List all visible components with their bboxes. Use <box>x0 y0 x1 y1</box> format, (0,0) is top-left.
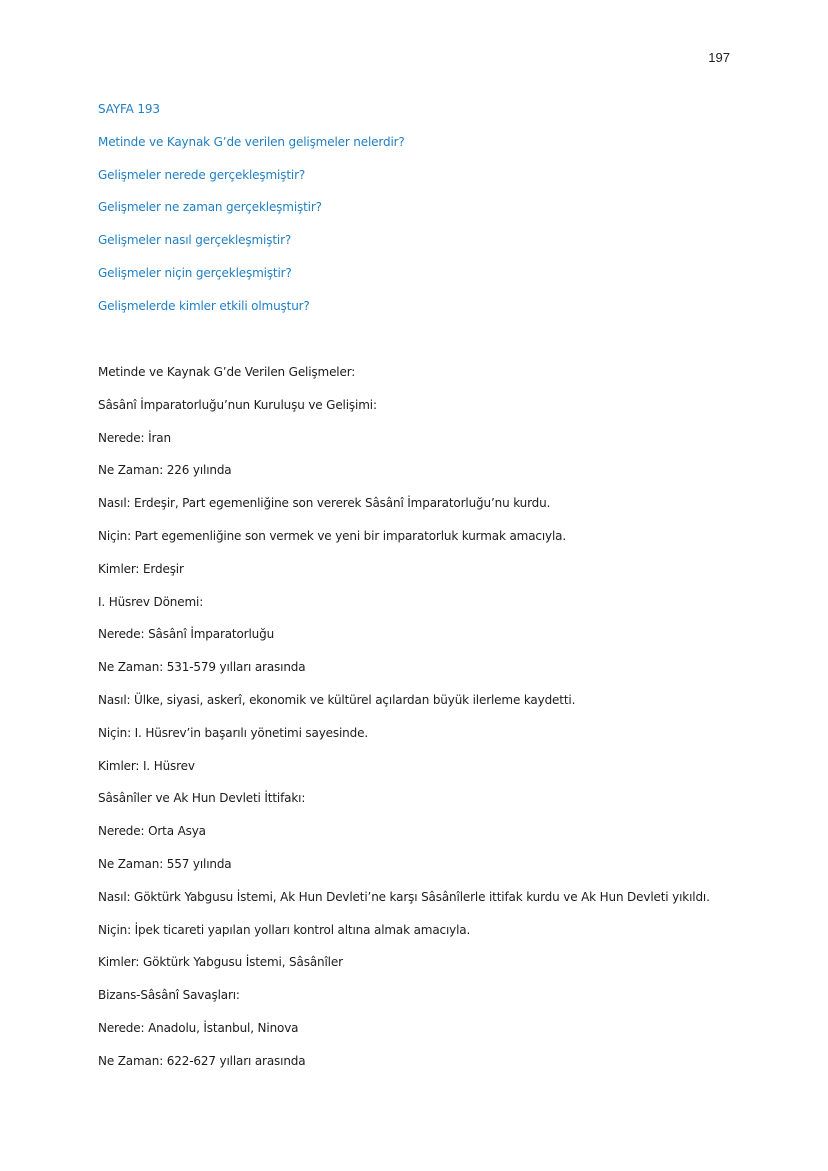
answer-line: Niçin: İpek ticareti yapılan yolları kontrol altına almak amacıyla. <box>98 922 471 937</box>
answer-line: Niçin: Part egemenliğine son vermek ve yeni bir imparatorluk kurmak amacıyla. <box>98 528 567 543</box>
section-title: Sâsânîler ve Ak Hun Devleti İttifakı: <box>98 791 306 806</box>
question-item: Gelişmeler nasıl gerçekleşmiştir? <box>98 233 292 248</box>
section-title: Bizans-Sâsânî Savaşları: <box>98 988 240 1003</box>
questions-heading: SAYFA 193 <box>98 102 160 116</box>
answer-line: Nerede: İran <box>98 430 171 445</box>
answer-line: Kimler: I. Hüsrev <box>98 758 195 773</box>
section-title: Sâsânî İmparatorluğu’nun Kuruluşu ve Gelişimi: <box>98 397 377 412</box>
questions-section <box>98 99 738 329</box>
answer-line: Nasıl: Göktürk Yabgusu İstemi, Ak Hun Devleti’ne karşı Sâsânîlerle ittifak kurdu ve Ak Hun Devleti yıkıldı. <box>98 889 710 904</box>
question-item: Gelişmeler nerede gerçekleşmiştir? <box>98 167 306 182</box>
answer-line: Nerede: Orta Asya <box>98 824 206 839</box>
answer-line: Kimler: Erdeşir <box>98 561 184 576</box>
answer-line: Ne Zaman: 531-579 yılları arasında <box>98 660 306 675</box>
answer-line: Nasıl: Ülke, siyasi, askerî, ekonomik ve kültürel açılardan büyük ilerleme kaydetti. <box>98 692 576 707</box>
answer-line: Nerede: Sâsânî İmparatorluğu <box>98 627 275 642</box>
answers-heading: Metinde ve Kaynak G’de Verilen Gelişmeler: <box>98 365 356 379</box>
section-title: I. Hüsrev Dönemi: <box>98 594 204 609</box>
answer-line: Kimler: Göktürk Yabgusu İstemi, Sâsânîler <box>98 955 343 970</box>
page-number: 197 <box>708 50 730 65</box>
question-item: Metinde ve Kaynak G’de verilen gelişmeler nelerdir? <box>98 134 405 149</box>
answer-line: Niçin: I. Hüsrev’in başarılı yönetimi sayesinde. <box>98 725 369 740</box>
answers-section <box>98 362 758 1084</box>
answer-line: Ne Zaman: 622-627 yılları arasında <box>98 1053 306 1068</box>
question-item: Gelişmeler ne zaman gerçekleşmiştir? <box>98 200 322 215</box>
answer-line: Nasıl: Erdeşir, Part egemenliğine son vererek Sâsânî İmparatorluğu’nu kurdu. <box>98 496 551 511</box>
answer-line: Nerede: Anadolu, İstanbul, Ninova <box>98 1020 299 1035</box>
question-item: Gelişmelerde kimler etkili olmuştur? <box>98 298 310 313</box>
question-item: Gelişmeler niçin gerçekleşmiştir? <box>98 265 292 280</box>
answer-line: Ne Zaman: 557 yılında <box>98 856 232 871</box>
answer-line: Ne Zaman: 226 yılında <box>98 463 232 478</box>
